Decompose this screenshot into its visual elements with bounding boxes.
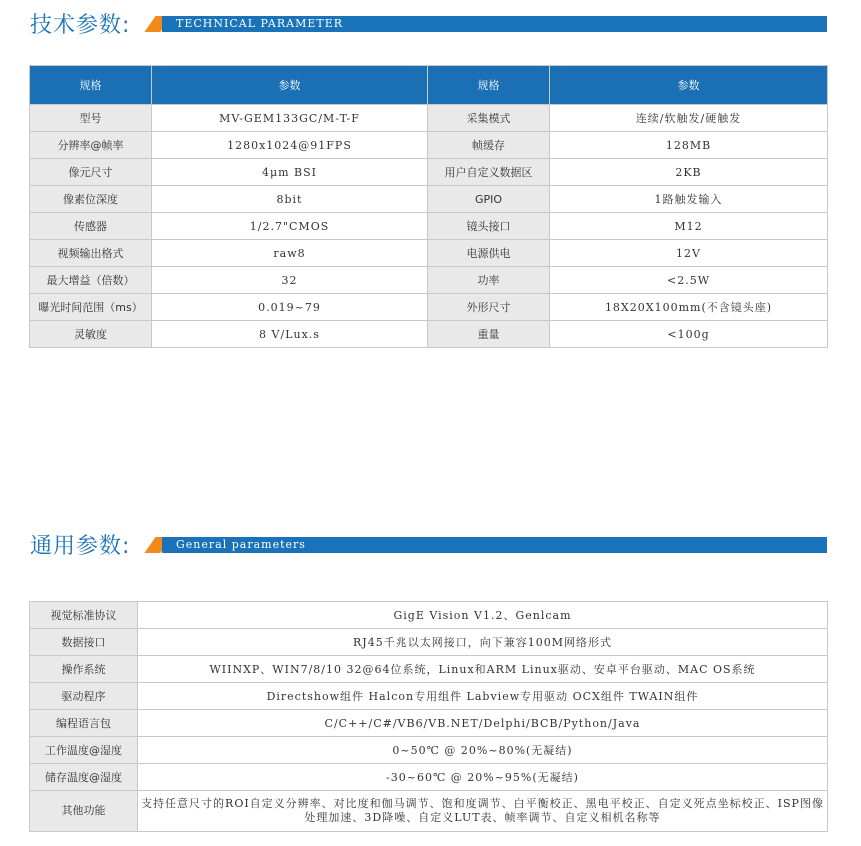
gen-value-cell: C/C++/C#/VB6/VB.NET/Delphi/BCB/Python/Java	[138, 710, 828, 737]
tech-table-row	[30, 240, 828, 267]
general-parameter-table	[29, 601, 828, 832]
spec-value-cell: raw8	[152, 240, 428, 267]
gen-section-header	[30, 529, 827, 559]
gen-label-cell: 视觉标准协议	[30, 602, 138, 629]
spec-value-cell: 12V	[550, 240, 828, 267]
tech-table-row	[30, 105, 828, 132]
spec-label-cell: 重量	[428, 321, 550, 348]
gen-label-cell: 编程语言包	[30, 710, 138, 737]
gen-value-cell: GigE Vision V1.2、Genlcam	[138, 602, 828, 629]
spec-label-cell: 像元尺寸	[30, 159, 152, 186]
gen-table-row	[30, 656, 828, 683]
tech-table-row	[30, 294, 828, 321]
spec-value-cell: M12	[550, 213, 828, 240]
tech-table-row	[30, 132, 828, 159]
spec-label-cell: 视频输出格式	[30, 240, 152, 267]
gen-table-row	[30, 710, 828, 737]
spec-label-cell: 功率	[428, 267, 550, 294]
gen-value-cell: RJ45千兆以太网接口，向下兼容100M网络形式	[138, 629, 828, 656]
tech-header-param-2: 参数	[550, 66, 828, 105]
spec-value-cell: 1路触发输入	[550, 186, 828, 213]
spec-label-cell: 外形尺寸	[428, 294, 550, 321]
spec-label-cell: 分辨率@帧率	[30, 132, 152, 159]
spec-value-cell: 连续/软触发/硬触发	[550, 105, 828, 132]
tech-section-subtitle-bar: TECHNICAL PARAMETER	[162, 16, 827, 32]
spec-label-cell: 灵敏度	[30, 321, 152, 348]
gen-section-subtitle-bar: General parameters	[162, 537, 827, 553]
tech-header-spec-1: 规格	[30, 66, 152, 105]
spec-value-cell: 18X20X100mm(不含镜头座)	[550, 294, 828, 321]
spec-value-cell: 128MB	[550, 132, 828, 159]
spec-label-cell: 镜头接口	[428, 213, 550, 240]
gen-table-row	[30, 683, 828, 710]
gen-value-cell: 支持任意尺寸的ROI自定义分辨率、对比度和伽马调节、饱和度调节、白平衡校正、黑电平校正、自定义死点坐标校正、ISP图像处理加速、3D降噪、自定义LUT表、帧率调节、自定义相机名称等	[138, 791, 828, 832]
tech-parameter-table	[29, 65, 828, 348]
gen-label-cell: 工作温度@湿度	[30, 737, 138, 764]
spec-value-cell: <100g	[550, 321, 828, 348]
spec-value-cell: 2KB	[550, 159, 828, 186]
gen-label-cell: 数据接口	[30, 629, 138, 656]
tech-header-spec-2: 规格	[428, 66, 550, 105]
tech-table-header-row	[30, 66, 828, 105]
spec-label-cell: 曝光时间范围（ms）	[30, 294, 152, 321]
spec-value-cell: 32	[152, 267, 428, 294]
spec-value-cell: 0.019~79	[152, 294, 428, 321]
gen-label-cell: 操作系统	[30, 656, 138, 683]
tech-table-row	[30, 159, 828, 186]
spec-label-cell: 采集模式	[428, 105, 550, 132]
tech-section-header	[30, 8, 827, 38]
gen-label-cell: 储存温度@湿度	[30, 764, 138, 791]
gen-table-row	[30, 764, 828, 791]
spec-value-cell: 1280x1024@91FPS	[152, 132, 428, 159]
spec-label-cell: 用户自定义数据区	[428, 159, 550, 186]
gen-value-cell: Directshow组件 Halcon专用组件 Labview专用驱动 OCX组件 TWAIN组件	[138, 683, 828, 710]
spec-label-cell: 电源供电	[428, 240, 550, 267]
tech-table-row	[30, 321, 828, 348]
tech-table-row	[30, 213, 828, 240]
tech-table-row	[30, 267, 828, 294]
spec-label-cell: 像素位深度	[30, 186, 152, 213]
gen-value-cell: 0~50℃ @ 20%~80%(无凝结)	[138, 737, 828, 764]
spec-label-cell: 最大增益（倍数）	[30, 267, 152, 294]
gen-value-cell: WIINXP、WIN7/8/10 32@64位系统，Linux和ARM Linux驱动、安卓平台驱动、MAC OS系统	[138, 656, 828, 683]
tech-table-row	[30, 186, 828, 213]
spec-label-cell: 帧缓存	[428, 132, 550, 159]
spec-value-cell: 4μm BSI	[152, 159, 428, 186]
spec-label-cell: 型号	[30, 105, 152, 132]
gen-section-title: 通用参数:	[30, 534, 131, 559]
spec-label-cell: 传感器	[30, 213, 152, 240]
gen-label-cell: 其他功能	[30, 791, 138, 832]
gen-table-row	[30, 629, 828, 656]
spec-value-cell: MV-GEM133GC/M-T-F	[152, 105, 428, 132]
gen-label-cell: 驱动程序	[30, 683, 138, 710]
gen-table-row	[30, 737, 828, 764]
gen-table-row	[30, 602, 828, 629]
spec-value-cell: 8bit	[152, 186, 428, 213]
tech-header-param-1: 参数	[152, 66, 428, 105]
gen-value-cell: -30~60℃ @ 20%~95%(无凝结)	[138, 764, 828, 791]
spec-value-cell: 8 V/Lux.s	[152, 321, 428, 348]
spec-label-cell: GPIO	[428, 186, 550, 213]
gen-table-row	[30, 791, 828, 832]
spec-value-cell: <2.5W	[550, 267, 828, 294]
tech-section-title: 技术参数:	[30, 13, 131, 38]
spec-value-cell: 1/2.7"CMOS	[152, 213, 428, 240]
